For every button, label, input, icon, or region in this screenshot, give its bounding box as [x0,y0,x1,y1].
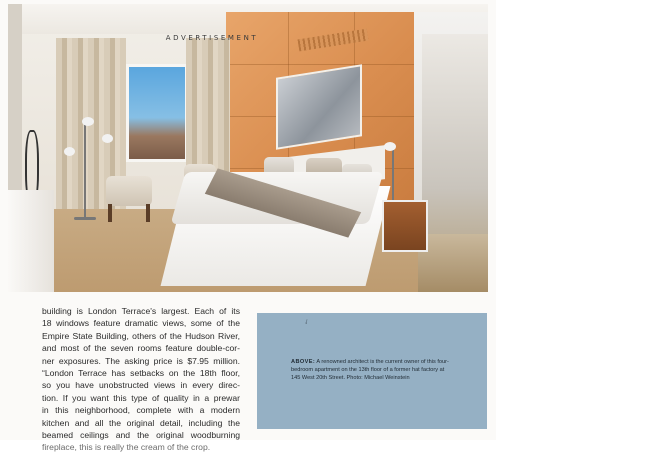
photo-nightstand [382,200,428,252]
article-line: beamed ceilings and the original woodburning [42,430,240,441]
advertisement-label: ADVERTISEMENT [165,34,259,42]
photo-hallway [422,34,488,254]
photo-floor-lamp [84,124,86,220]
article-line: kitchen and all the original detail, including the [42,417,240,428]
photo-armchair-left [106,176,152,206]
article-line: in this neighborhood, complete with a modern [42,405,240,416]
article-line: fireplace, this is really the cream of the crop. [42,442,211,453]
photo-wall-artwork [276,64,362,150]
article-line: building is London Terrace's largest. Each of its [42,306,240,316]
caption-lead: ABOVE: [291,359,316,365]
photo-window [126,64,188,162]
article-line: ner exposures. The asking price is $7.95 million. [42,355,240,366]
caption-text-3: 145 West 20th Street. Photo: Michael Weinstein [291,375,410,381]
article-line: 18 windows feature dramatic views, some of the [42,318,240,329]
article-line: so you have unobstructed views in every direc- [42,380,240,391]
article-body [42,305,240,454]
blank-margin [496,0,660,440]
photo-caption [291,358,471,382]
caption-text-1: A renowned architect is the current owner of this four- [316,359,449,365]
article-line: Empire State Building, others of the Hudson River, [42,330,240,341]
photo-bedside-lamp [392,150,394,200]
pen-mark-icon: ✓ [302,317,312,327]
article-line: “London Terrace has setbacks on the 18th floor, [42,368,240,379]
article-line: and most of the seven rooms feature double-cor- [42,343,240,354]
caption-box [257,313,487,429]
photo-dresser [8,190,54,292]
article-line: tion. If you want this type of quality in a prewar [42,392,240,403]
bedroom-photo [8,4,488,292]
caption-text-2: bedroom apartment on the 13th floor of a former hat factory at [291,367,445,373]
